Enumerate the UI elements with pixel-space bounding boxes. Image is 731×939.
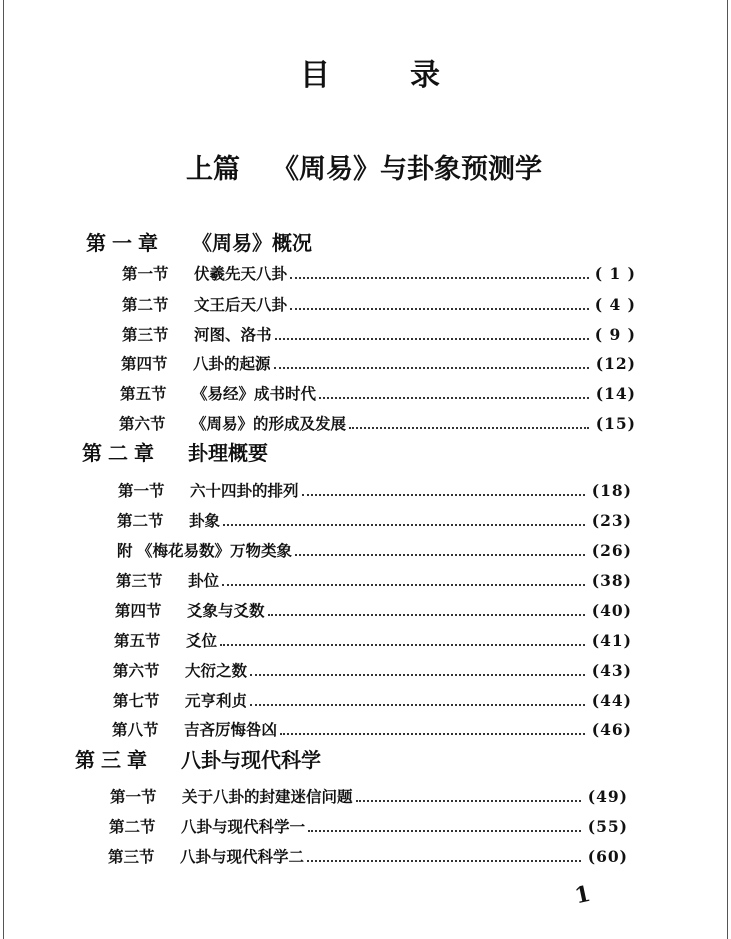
toc-entry[interactable] [115, 597, 632, 623]
page-title-char: 目 [300, 58, 330, 93]
section-title: 《周易》的形成及发展 [191, 414, 347, 433]
section-number: 第五节 [120, 384, 167, 403]
toc-entry[interactable] [112, 716, 632, 742]
section-number: 第二节 [122, 295, 169, 314]
section-title: 关于八卦的封建迷信问题 [182, 787, 353, 806]
section-title: 伏羲先天八卦 [194, 264, 288, 283]
page-number: (26) [591, 540, 632, 560]
section-title: 《梅花易数》万物类象 [137, 541, 293, 560]
toc-entry[interactable] [118, 477, 632, 503]
dot-leader [220, 644, 585, 646]
section-title: 八卦的起源 [193, 354, 271, 373]
section-title: 文王后天八卦 [194, 295, 288, 314]
page-number: (46) [591, 719, 632, 739]
dot-leader [302, 494, 585, 496]
dot-leader [250, 704, 585, 706]
chapter-title: 《周易》概况 [192, 231, 312, 255]
section-number: 第三节 [116, 571, 163, 590]
section-title: 元亨利贞 [185, 691, 248, 710]
section-title: 河图、洛书 [194, 325, 272, 344]
chapter-number: 第二章 [82, 441, 160, 465]
section-title: 《易经》成书时代 [192, 384, 317, 403]
section-title: 八卦与现代科学一 [181, 817, 306, 836]
dot-leader [290, 277, 589, 279]
section-number: 第二节 [109, 817, 156, 836]
dot-leader [268, 614, 585, 616]
toc-entry[interactable] [119, 410, 636, 436]
toc-entry[interactable] [109, 813, 628, 839]
chapter-heading [82, 437, 268, 466]
part-label: 上篇 [186, 154, 240, 185]
page-number: (55) [587, 816, 628, 836]
toc-entry[interactable] [121, 350, 636, 376]
page-number: (49) [587, 786, 628, 806]
page-number: (38) [591, 570, 632, 590]
chapter-heading [75, 744, 321, 773]
section-title: 八卦与现代科学二 [180, 847, 305, 866]
part-title: 《周易》与卦象预测学 [272, 154, 542, 185]
page-number: ( 9 ) [594, 324, 636, 344]
dot-leader [274, 367, 589, 369]
dot-leader [319, 397, 589, 399]
section-title: 大衍之数 [185, 661, 248, 680]
section-number: 第一节 [110, 787, 157, 806]
section-number: 第二节 [117, 511, 164, 530]
chapter-title: 卦理概要 [188, 441, 268, 465]
page-number: (15) [595, 413, 636, 433]
chapter-heading [86, 227, 312, 256]
toc-entry[interactable] [122, 321, 636, 347]
toc-entry[interactable] [122, 260, 636, 286]
page-number: ( 4 ) [594, 294, 636, 314]
page-edge-right [727, 0, 728, 939]
page-number: (23) [591, 510, 632, 530]
toc-entry[interactable] [120, 380, 636, 406]
page-number: (41) [591, 630, 632, 650]
page-number: (40) [591, 600, 632, 620]
chapter-number: 第一章 [86, 231, 164, 255]
section-number: 第一节 [122, 264, 169, 283]
page-number: (44) [591, 690, 632, 710]
section-title: 卦象 [189, 511, 221, 530]
page-title-char: 录 [410, 58, 440, 93]
toc-entry[interactable] [114, 627, 632, 653]
page-number: ( 1 ) [594, 263, 636, 283]
section-number: 第八节 [112, 720, 159, 739]
dot-leader [295, 554, 585, 556]
section-title: 六十四卦的排列 [190, 481, 299, 500]
toc-entry[interactable] [113, 657, 632, 683]
dot-leader [307, 860, 581, 862]
toc-entry[interactable] [110, 783, 628, 809]
section-number: 第六节 [119, 414, 166, 433]
section-number: 第三节 [122, 325, 169, 344]
appendix-marker: 附 [117, 541, 133, 560]
dot-leader [250, 674, 585, 676]
toc-entry[interactable] [113, 687, 632, 713]
chapter-title: 八卦与现代科学 [181, 748, 321, 772]
part-heading [186, 147, 542, 186]
dot-leader [223, 524, 585, 526]
toc-entry[interactable] [117, 537, 632, 563]
toc-entry[interactable] [108, 843, 628, 869]
dot-leader [280, 733, 585, 735]
page-number: (43) [591, 660, 632, 680]
section-title: 爻象与爻数 [187, 601, 265, 620]
dot-leader [290, 308, 589, 310]
section-number: 第四节 [115, 601, 162, 620]
page-folio: 1 [572, 880, 593, 910]
dot-leader [275, 338, 589, 340]
toc-entry[interactable] [117, 507, 632, 533]
page-number: (14) [595, 383, 636, 403]
dot-leader [308, 830, 581, 832]
section-number: 第六节 [113, 661, 160, 680]
page-number: (12) [595, 353, 636, 373]
section-number: 第七节 [113, 691, 160, 710]
section-number: 第三节 [108, 847, 155, 866]
dot-leader [222, 584, 585, 586]
page-number: (18) [591, 480, 632, 500]
section-title: 卦位 [188, 571, 220, 590]
toc-entry[interactable] [116, 567, 632, 593]
section-number: 第四节 [121, 354, 168, 373]
page-number: (60) [587, 846, 628, 866]
dot-leader [349, 427, 589, 429]
section-title: 爻位 [186, 631, 218, 650]
section-number: 第五节 [114, 631, 161, 650]
toc-entry[interactable] [122, 291, 636, 317]
page-title [300, 50, 440, 94]
section-number: 第一节 [118, 481, 165, 500]
section-title: 吉吝厉悔咎凶 [184, 720, 278, 739]
chapter-number: 第三章 [75, 748, 153, 772]
page-edge-left [3, 0, 4, 939]
dot-leader [356, 800, 581, 802]
